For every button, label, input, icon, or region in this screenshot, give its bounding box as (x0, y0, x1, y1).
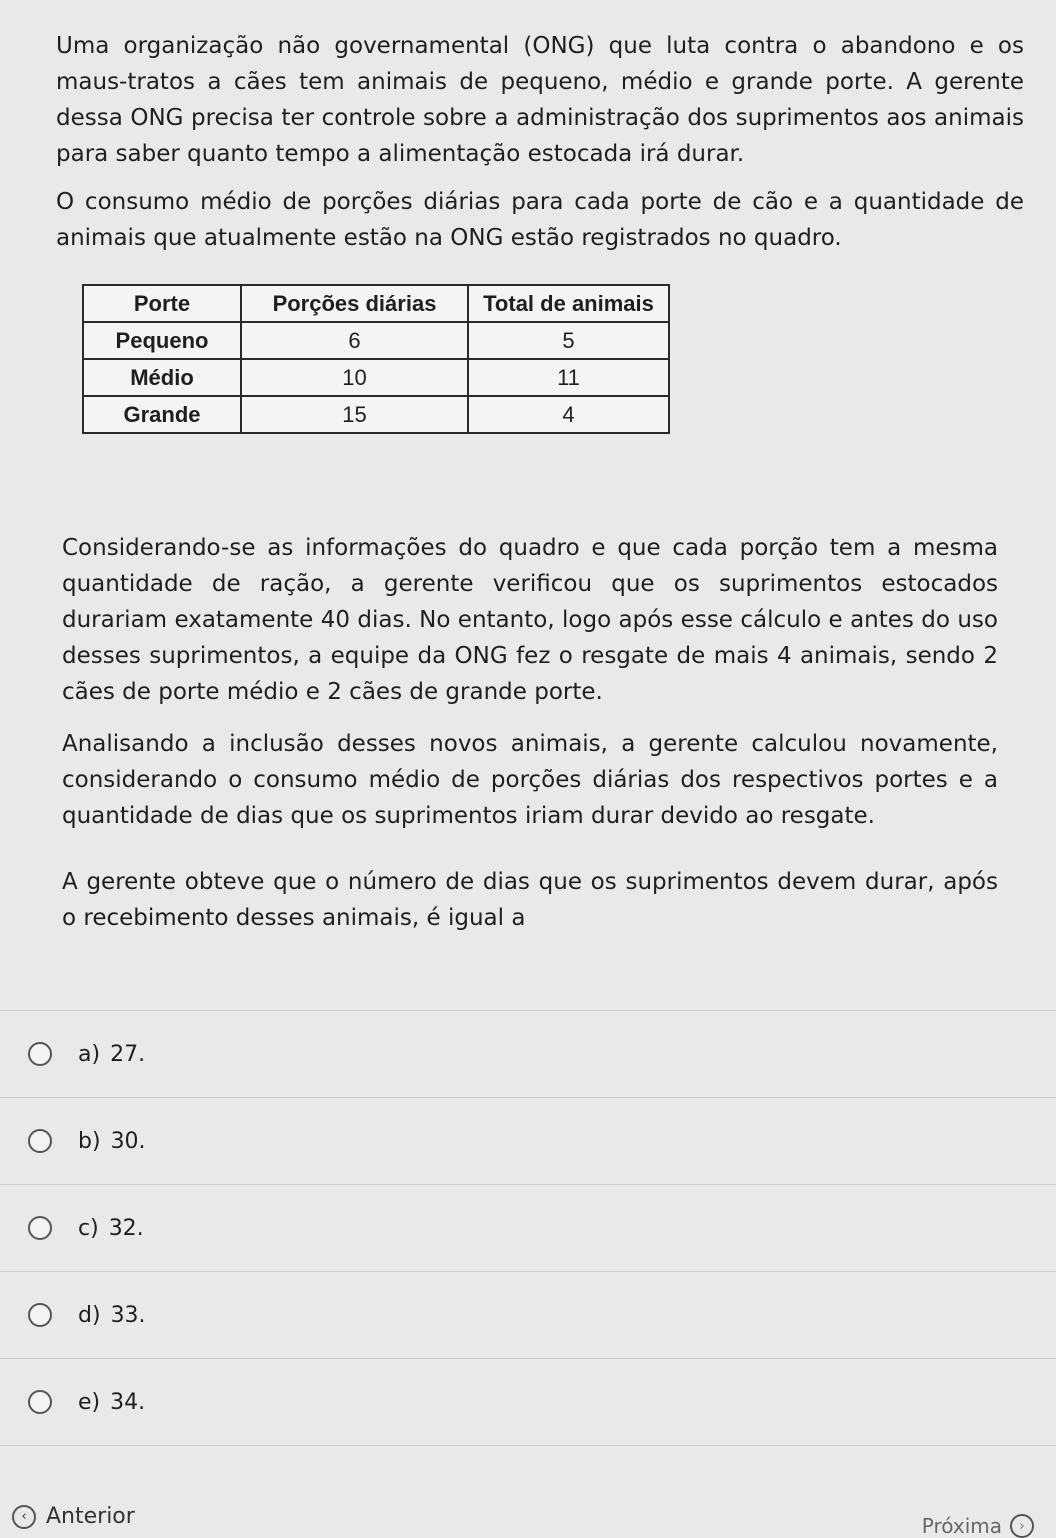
radio-button-icon[interactable] (28, 1129, 52, 1153)
table-cell: 10 (241, 359, 468, 396)
option-text: 32. (108, 1215, 144, 1241)
option-a[interactable] (0, 1011, 1056, 1097)
table-cell: 6 (241, 322, 468, 359)
chevron-left-icon[interactable]: ‹ (12, 1505, 36, 1529)
option-text: 34. (110, 1389, 146, 1415)
option-text: 33. (110, 1302, 146, 1328)
table-row (83, 322, 669, 359)
radio-button-icon[interactable] (28, 1390, 52, 1414)
radio-button-icon[interactable] (28, 1042, 52, 1066)
next-label[interactable]: Próxima (921, 1514, 1002, 1538)
table-header-cell: Total de animais (468, 285, 669, 322)
table-cell: 4 (468, 396, 669, 433)
question-paragraph-1: Uma organização não governamental (ONG) que luta contra o abandono e os maus-tratos a cães tem animais de pequeno, médio e grande porte. A gerente dessa ONG precisa ter controle sobre a administração dos suprimentos aos animais para saber quanto tempo a alimentação estocada irá durar. (56, 33, 1024, 167)
question-paragraph-3: Considerando-se as informações do quadro e que cada porção tem a mesma quantidade de ração, a gerente verificou que os suprimentos estocados durariam exatamente 40 dias. No entanto, logo após esse cálculo e antes do uso desses suprimentos, a equipe da ONG fez o resgate de mais 4 animais, sendo 2 cães de porte médio e 2 cães de grande porte. (62, 535, 998, 705)
table-cell: Grande (83, 396, 241, 433)
question-continuation (62, 530, 998, 952)
option-letter: d) (78, 1302, 101, 1328)
option-b[interactable] (0, 1098, 1056, 1184)
previous-button[interactable] (12, 1504, 135, 1529)
option-letter: b) (78, 1128, 101, 1154)
radio-button-icon[interactable] (28, 1216, 52, 1240)
previous-label[interactable]: Anterior (46, 1504, 135, 1529)
table-row (83, 359, 669, 396)
table-cell: 15 (241, 396, 468, 433)
table-cell: Pequeno (83, 322, 241, 359)
option-letter: a) (78, 1041, 101, 1067)
next-button[interactable] (922, 1514, 1034, 1538)
option-c[interactable] (0, 1185, 1056, 1271)
divider (0, 1445, 1056, 1446)
table-header-cell: Porte (83, 285, 241, 322)
option-letter: c) (78, 1215, 99, 1241)
table-cell: Médio (83, 359, 241, 396)
question-paragraph-2: O consumo médio de porções diárias para cada porte de cão e a quantidade de animais que atualmente estão na ONG estão registrados no quadro. (56, 189, 1024, 251)
question-prompt: A gerente obteve que o número de dias que os suprimentos devem durar, após o recebimento desses animais, é igual a (62, 869, 998, 931)
option-text: 30. (110, 1128, 146, 1154)
answer-options (0, 1010, 1056, 1446)
option-e[interactable] (0, 1359, 1056, 1445)
chevron-right-icon[interactable]: › (1010, 1514, 1034, 1538)
option-letter: e) (78, 1389, 101, 1415)
table-cell: 5 (468, 322, 669, 359)
table-header-cell: Porções diárias (241, 285, 468, 322)
navigation-bar (0, 1500, 1056, 1538)
radio-button-icon[interactable] (28, 1303, 52, 1327)
table-row (83, 396, 669, 433)
option-text: 27. (110, 1041, 146, 1067)
table-cell: 11 (468, 359, 669, 396)
question-body (56, 28, 1024, 474)
question-paragraph-4: Analisando a inclusão desses novos animais, a gerente calculou novamente, considerando o consumo médio de porções diárias dos respectivos portes e a quantidade de dias que os suprimentos iriam durar devido ao resgate. (62, 731, 998, 829)
data-table (82, 284, 670, 434)
option-d[interactable] (0, 1272, 1056, 1358)
table-header-row (83, 285, 669, 322)
